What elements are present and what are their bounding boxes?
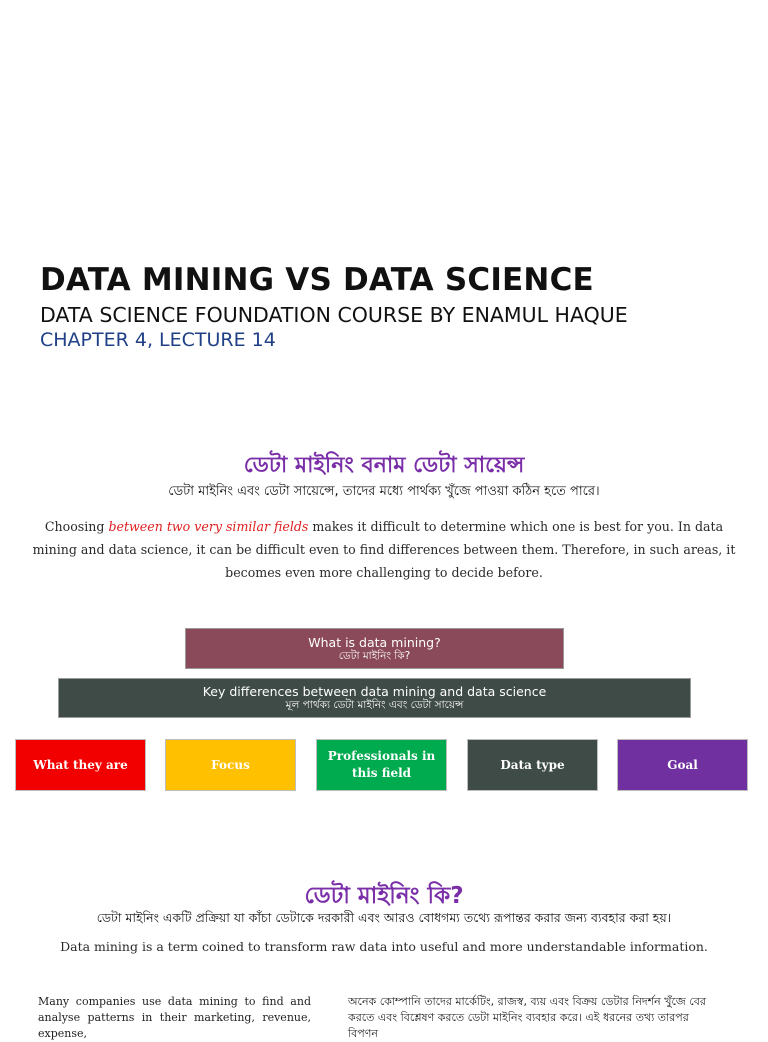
category-goal: Goal — [617, 739, 748, 791]
section-intro-bn: ডেটা মাইনিং এবং ডেটা সায়েন্সে, তাদের মধ্যে পার্থক্য খুঁজে পাওয়া কঠিন হতে পারে। — [168, 484, 600, 499]
box-label-en: Key differences between data mining and data science — [202, 684, 547, 699]
page-title: DATA MINING VS DATA SCIENCE — [40, 262, 594, 298]
right-column-text-bn: অনেক কোম্পানি তাদের মার্কেটিং, রাজস্ব, ব্যয় এবং বিক্রয় ডেটার নিদর্শন খুঁজে বের করতে এবং বিশ্লেষণ করতে ডেটা মাইনিং ব্যবহার করে। এই ধরনের তথ্য তারপর বিপণন — [348, 995, 706, 1040]
what-is-data-mining-box — [185, 628, 564, 669]
intro-paragraph — [30, 515, 738, 584]
left-column-text: Many companies use data mining to find and analyse patterns in their marketing, revenue, expense, — [38, 995, 311, 1040]
highlighted-phrase: between two very similar fields — [108, 519, 309, 534]
data-mining-definition-bn: ডেটা মাইনিং একটি প্রক্রিয়া যা কাঁচা ডেটাকে দরকারী এবং আরও বোধগম্য তথ্যে রূপান্তর করার জন্য ব্যবহার করা হয়। — [96, 910, 672, 925]
category-what-they-are: What they are — [15, 739, 146, 791]
box-label-bn: মূল পার্থক্য ডেটা মাইনিং এবং ডেটা সায়েন্স — [285, 699, 464, 711]
key-differences-box — [58, 678, 691, 718]
chapter-label: CHAPTER 4, LECTURE 14 — [40, 329, 276, 351]
section-heading-bn: ডেটা মাইনিং কি? — [304, 883, 464, 909]
category-professionals: Professionals in this field — [316, 739, 447, 791]
category-focus: Focus — [165, 739, 296, 791]
data-mining-definition-en: Data mining is a term coined to transform raw data into useful and more understandable information. — [60, 939, 708, 954]
box-label-en: What is data mining? — [308, 634, 441, 650]
intro-text-start: Choosing — [44, 519, 109, 534]
category-data-type: Data type — [467, 739, 598, 791]
section-heading-bn: ডেটা মাইনিং বনাম ডেটা সায়েন্স — [243, 453, 525, 478]
box-label-bn: ডেটা মাইনিং কি? — [338, 649, 411, 662]
intro-text-end: makes it difficult to determine which one is best for you. In data mining and data science, it can be difficult even to find differences between them. Therefore, in such areas, it becomes even more challenging to decide before. — [32, 519, 736, 580]
course-subtitle: DATA SCIENCE FOUNDATION COURSE BY ENAMUL HAQUE — [40, 303, 628, 327]
